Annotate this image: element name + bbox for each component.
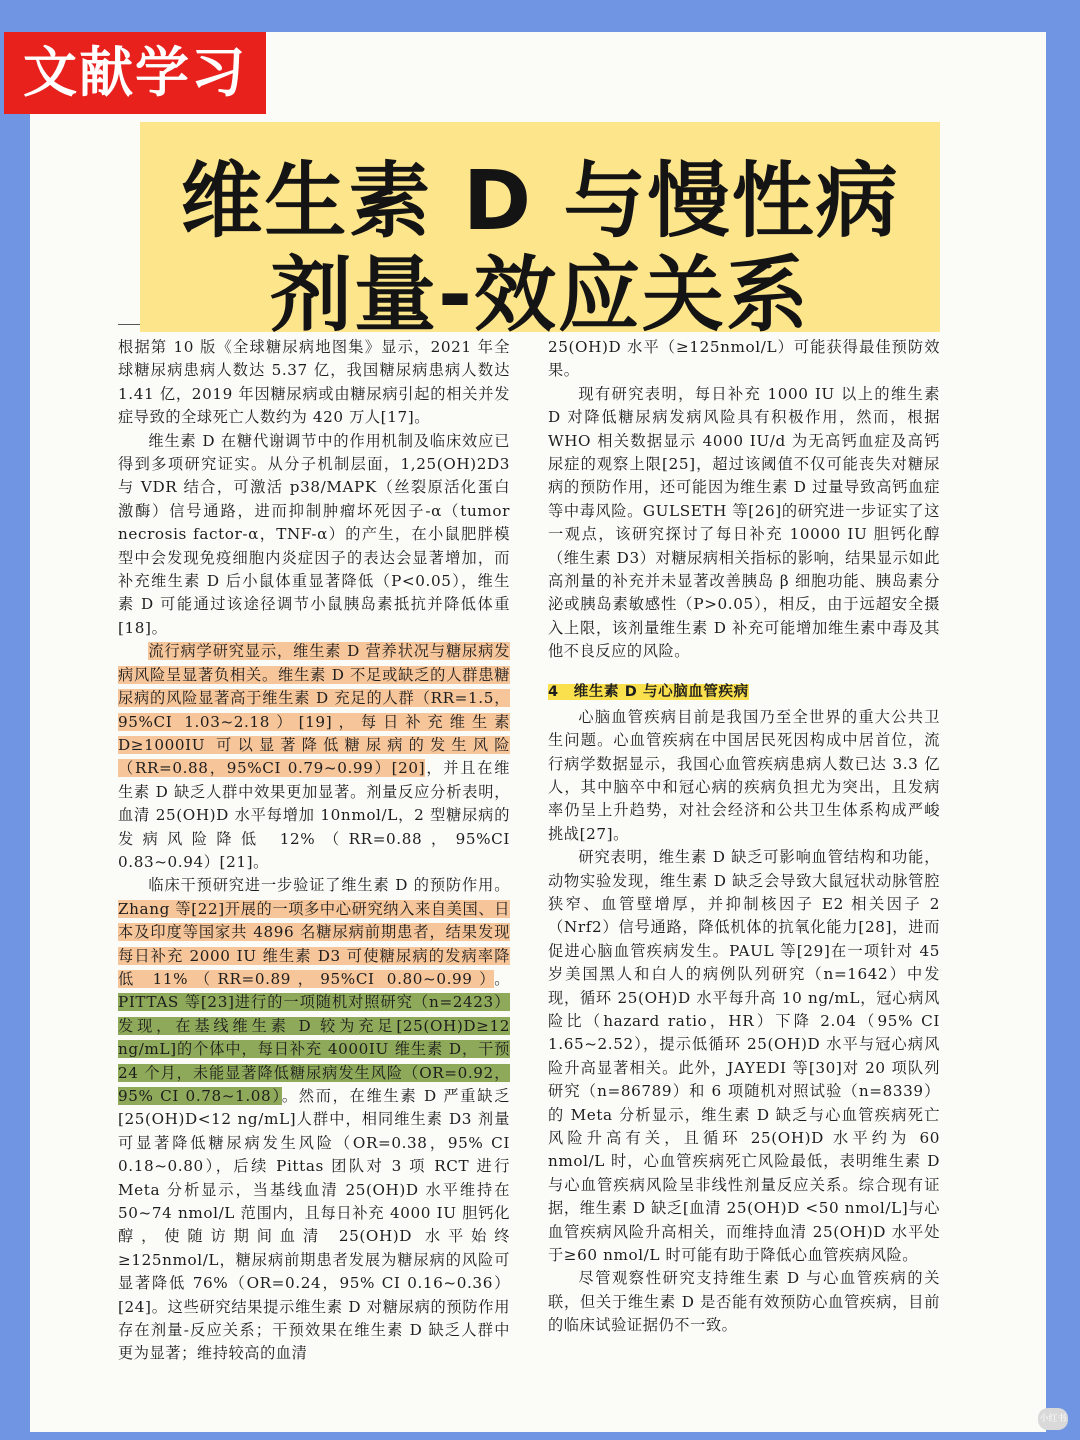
- paragraph: 维生素 D 在糖代谢调节中的作用机制及临床效应已得到多项研究证实。从分子机制层面，1,25(OH)2D3 与 VDR 结合，可激活 p38/MAPK（丝裂原活化蛋白激酶）信号通路，进而抑制肿瘤坏死因子-α（tumor necrosis factor-α，TNF-α）的产生，在小鼠肥胖模型中会发现免疫细胞内炎症因子的表达会显著增加，而补充维生素 D 后小鼠体重显著降低（P<0.05），维生素 D 可能通过该途径调节小鼠胰岛素抵抗并降低体重[18]。: [118, 431, 510, 637]
- left-column: [118, 336, 510, 1366]
- paragraph: 心脑血管疾病目前是我国乃至全世界的重大公共卫生问题。心血管疾病在中国居民死因构成中居首位，流行病学数据显示，我国心血管疾病患病人数已达 3.3 亿人，其中脑卒中和冠心病的疾病负担尤为突出，且发病率仍呈上升趋势，对社会经济和公共卫生体系构成严峻挑战[27]。: [548, 707, 940, 843]
- paragraph: 现有研究表明，每日补充 1000 IU 以上的维生素 D 对降低糖尿病发病风险具有积极作用，然而，根据 WHO 相关数据显示 4000 IU/d 为无高钙血症及高钙尿症的观察上限[25]，超过该阈值不仅可能丧失对糖尿病的预防作用，还可能因为维生素 D 过量导致高钙血症等中毒风险。GULSETH 等[26]的研究进一步证实了这一观点，该研究探讨了每日补充 10000 IU 胆钙化醇（维生素 D3）对糖尿病相关指标的影响，结果显示如此高剂量的补充并未显著改善胰岛 β 细胞功能、胰岛素分泌或胰岛素敏感性（P>0.05），相反，由于远超安全摄入上限，该剂量维生素 D 补充可能增加维生素中毒及其他不良反应的风险。: [548, 384, 940, 661]
- title-line-1: 维生素 D 与慢性病: [180, 154, 900, 249]
- paragraph: 尽管观察性研究支持维生素 D 与心血管疾病的关联，但关于维生素 D 是否能有效预防心血管疾病，目前的临床试验证据仍不一致。: [548, 1269, 940, 1335]
- paragraph: 25(OH)D 水平（≥125nmol/L）可能获得最佳预防效果。: [548, 338, 940, 380]
- section-heading: [548, 680, 940, 704]
- paragraph: [118, 874, 510, 1366]
- text-run: 临床干预研究进一步验证了维生素 D 的预防作用。: [148, 876, 510, 895]
- text-run: 。: [494, 969, 510, 988]
- title-banner: [140, 122, 940, 343]
- category-tag: 文献学习: [4, 32, 266, 114]
- highlight-orange: Zhang 等[22]开展的一项多中心研究纳入来自美国、日本及印度等国家共 4896 名糖尿病前期患者，结果发现每日补充 2000 IU 维生素 D3 可使糖尿病的发病率降低 11%（RR=0.89，95%CI 0.80~0.99）: [118, 899, 510, 988]
- title-line-2: 剂量-效应关系: [269, 248, 811, 343]
- highlight-orange: 流行病学研究显示，维生素 D 营养状况与糖尿病发病风险呈显著负相关。维生素 D 不足或缺乏的人群患糖尿病的风险显著高于维生素 D 充足的人群（RR=1.5，95%CI 1.03~2.18）[19]，每日补充维生素 D≥1000IU 可以显著降低糖尿病的发生风险（RR=0.88，95%CI 0.79~0.99）[20]: [118, 642, 510, 778]
- paragraph: 根据第 10 版《全球糖尿病地图集》显示，2021 年全球糖尿病患病人数达 5.37 亿，我国糖尿病患病人数达 1.41 亿，2019 年因糖尿病或由糖尿病引起的相关并发症导致的全球死亡人数约为 420 万人[17]。: [118, 338, 510, 427]
- text-run: ，并且在维生素 D 缺乏人群中效果更加显著。剂量反应分析表明，血清 25(OH)D 水平每增加 10nmol/L，2 型糖尿病的发病风险降低 12%（RR=0.88，95%CI 0.83~0.94）[21]。: [118, 759, 510, 871]
- paragraph: 研究表明，维生素 D 缺乏可影响血管结构和功能，动物实验发现，维生素 D 缺乏会导致大鼠冠状动脉管腔狭窄、血管壁增厚，并抑制核因子 E2 相关因子 2（Nrf2）信号通路，降低机体的抗氧化能力[28]，进而促进心脑血管疾病发生。PAUL 等[29]在一项针对 45 岁美国黑人和白人的病例队列研究（n=1642）中发现，循环 25(OH)D 水平每升高 10 ng/mL，冠心病风险比（hazard ratio，HR）下降 2.04（95% CI 1.65~2.52），提示低循环 25(OH)D 水平与冠心病风险升高显著相关。此外，JAYEDI 等[30]对 20 项队列研究（n=86789）和 6 项随机对照试验（n=8339）的 Meta 分析显示，维生素 D 缺乏与心血管疾病死亡风险升高有关，且循环 25(OH)D 水平约为 60 nmol/L 时，心血管疾病死亡风险最低，表明维生素 D 与心血管疾病风险呈非线性剂量反应关系。综合现有证据，维生素 D 缺乏[血清 25(OH)D <50 nmol/L]与心血管疾病风险升高相关，而维持血清 25(OH)D 水平处于≥60 nmol/L 时可能有助于降低心血管疾病风险。: [548, 848, 940, 1265]
- paragraph: [118, 640, 510, 874]
- highlight-green: PITTAS 等[23]进行的一项随机对照研究（n=2423）发现，在基线维生素 D 较为充足[25(OH)D≥12 ng/mL]的个体中，每日补充 4000IU 维生素 D，干预 24 个月，未能显著降低糖尿病发生风险（OR=0.92，95% CI 0.78~1.08）: [118, 993, 510, 1105]
- right-column: [548, 336, 940, 1338]
- text-run: 。然而，在维生素 D 严重缺乏[25(OH)D<12 ng/mL]人群中，相同维生素 D3 剂量可显著降低糖尿病发生风险（OR=0.38，95% CI 0.18~0.80），后续 Pittas 团队对 3 项 RCT 进行 Meta 分析显示，当基线血清 25(OH)D 水平维持在 50~74 nmol/L 范围内，且每日补充 4000 IU 胆钙化醇，使随访期间血清 25(OH)D 水平始终≥125nmol/L，糖尿病前期患者发展为糖尿病的风险可显著降低 76%（OR=0.24，95% CI 0.16~0.36）[24]。这些研究结果提示维生素 D 对糖尿病的预防作用存在剂量-反应关系；干预效果在维生素 D 缺乏人群中更为显著；维持较高的血清: [118, 1087, 510, 1363]
- watermark-badge: 小红书: [1038, 1408, 1068, 1430]
- section-heading-text: 4 维生素 D 与心脑血管疾病: [548, 683, 749, 700]
